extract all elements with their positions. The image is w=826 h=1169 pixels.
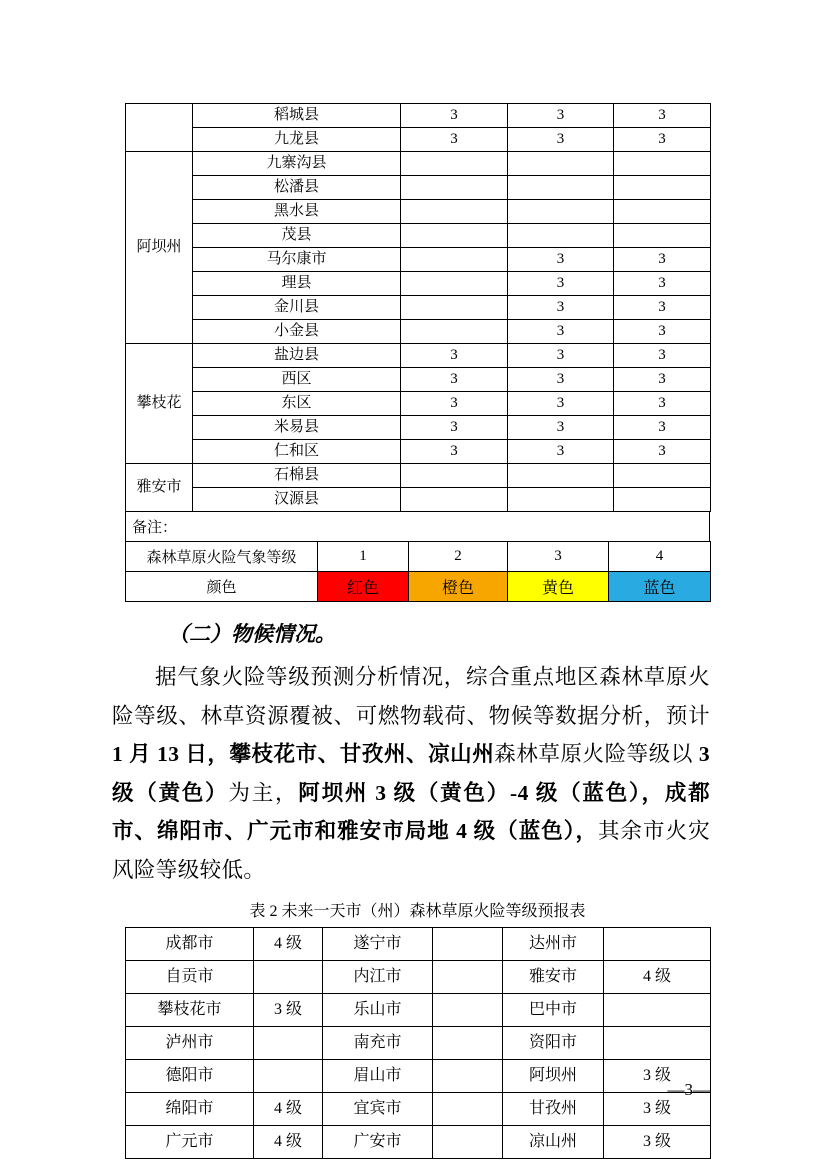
level-value-cell xyxy=(614,464,711,488)
county-cell: 九寨沟县 xyxy=(193,152,401,176)
table-row xyxy=(126,104,711,128)
table-row xyxy=(126,320,711,344)
legend-level-cell: 1 xyxy=(318,542,409,572)
table-row xyxy=(126,994,711,1027)
city-forecast-table xyxy=(125,927,711,1159)
county-cell: 金川县 xyxy=(193,296,401,320)
city-cell: 雅安市 xyxy=(503,961,604,994)
legend-level-cell: 3 xyxy=(508,542,609,572)
city-table-body xyxy=(126,928,711,1159)
city-cell: 资阳市 xyxy=(503,1027,604,1060)
level-value-cell xyxy=(508,176,614,200)
county-cell: 九龙县 xyxy=(193,128,401,152)
city-cell: 遂宁市 xyxy=(323,928,433,961)
legend-level-cell: 2 xyxy=(409,542,508,572)
table-row xyxy=(126,1126,711,1159)
level-value-cell: 4 级 xyxy=(254,1126,323,1159)
level-value-cell xyxy=(604,928,711,961)
level-value-cell: 3 xyxy=(508,440,614,464)
table-row xyxy=(126,272,711,296)
city-cell: 广元市 xyxy=(126,1126,254,1159)
paragraph-segment: 森林草原火险等级以 xyxy=(494,742,699,766)
table-row xyxy=(126,224,711,248)
county-cell: 茂县 xyxy=(193,224,401,248)
level-value-cell xyxy=(433,994,503,1027)
level-value-cell xyxy=(401,248,508,272)
level-value-cell: 4 级 xyxy=(254,928,323,961)
level-value-cell: 3 xyxy=(614,416,711,440)
level-value-cell: 3 xyxy=(614,392,711,416)
county-fire-level-table xyxy=(125,103,711,512)
level-value-cell xyxy=(433,961,503,994)
paragraph-segment: 为主， xyxy=(228,780,299,805)
level-value-cell xyxy=(508,200,614,224)
level-value-cell xyxy=(254,961,323,994)
level-value-cell: 3 xyxy=(508,296,614,320)
table-row xyxy=(126,152,711,176)
level-value-cell: 3 级 xyxy=(604,1060,711,1093)
level-value-cell xyxy=(401,224,508,248)
level-value-cell xyxy=(433,1027,503,1060)
city-cell: 巴中市 xyxy=(503,994,604,1027)
table2-caption: 表 2 未来一天市（州）森林草原火险等级预报表 xyxy=(249,903,586,920)
level-value-cell: 3 xyxy=(614,296,711,320)
color-swatch-cell: 黄色 xyxy=(508,572,609,602)
section-heading: （二）物候情况。 xyxy=(168,622,336,646)
city-cell: 成都市 xyxy=(126,928,254,961)
table-row xyxy=(126,248,711,272)
city-cell: 泸州市 xyxy=(126,1027,254,1060)
county-cell: 松潘县 xyxy=(193,176,401,200)
note-row xyxy=(126,512,710,542)
level-value-cell: 3 级 xyxy=(254,994,323,1027)
level-value-cell: 4 级 xyxy=(254,1093,323,1126)
level-value-cell: 3 xyxy=(614,440,711,464)
level-value-cell: 3 xyxy=(508,248,614,272)
city-cell: 凉山州 xyxy=(503,1126,604,1159)
level-value-cell xyxy=(614,200,711,224)
county-cell: 石棉县 xyxy=(193,464,401,488)
legend-color-row xyxy=(126,572,711,602)
county-cell: 稻城县 xyxy=(193,104,401,128)
page-number: —3— xyxy=(667,1080,710,1099)
table-row xyxy=(126,368,711,392)
city-cell: 德阳市 xyxy=(126,1060,254,1093)
level-value-cell: 3 级 xyxy=(604,1093,711,1126)
level-value-cell: 3 xyxy=(508,368,614,392)
color-label-cell: 颜色 xyxy=(126,572,318,602)
level-value-cell: 3 xyxy=(614,104,711,128)
paragraph-bold-segment: 1 月 13 日，攀枝花市、甘孜州、凉山州 xyxy=(112,742,495,766)
level-value-cell xyxy=(401,272,508,296)
table-row xyxy=(126,464,711,488)
level-value-cell: 3 xyxy=(401,128,508,152)
level-value-cell: 3 xyxy=(614,128,711,152)
county-table-body xyxy=(126,104,711,512)
city-cell: 阿坝州 xyxy=(503,1060,604,1093)
level-value-cell xyxy=(401,320,508,344)
color-swatch-cell: 蓝色 xyxy=(609,572,711,602)
table-row xyxy=(126,961,711,994)
county-cell: 理县 xyxy=(193,272,401,296)
group-cell xyxy=(126,104,193,152)
table-row xyxy=(126,488,711,512)
group-cell: 阿坝州 xyxy=(126,152,193,344)
legend-table xyxy=(125,541,711,602)
level-value-cell: 3 xyxy=(401,104,508,128)
table-row xyxy=(126,440,711,464)
city-cell: 甘孜州 xyxy=(503,1093,604,1126)
note-table xyxy=(125,511,710,542)
level-value-cell xyxy=(508,488,614,512)
level-value-cell xyxy=(604,994,711,1027)
county-cell: 仁和区 xyxy=(193,440,401,464)
county-cell: 小金县 xyxy=(193,320,401,344)
city-cell: 宜宾市 xyxy=(323,1093,433,1126)
level-value-cell xyxy=(614,488,711,512)
level-value-cell xyxy=(401,152,508,176)
paragraph-segment: 据气象火险等级预测分析情况，综合重点地区森林草原火险等级、林草资源覆被、可燃物载荷、物候等数据分析，预计 xyxy=(112,665,710,728)
county-cell: 马尔康市 xyxy=(193,248,401,272)
level-value-cell xyxy=(401,176,508,200)
level-value-cell: 3 xyxy=(401,440,508,464)
forecast-paragraph xyxy=(112,658,710,889)
city-cell: 攀枝花市 xyxy=(126,994,254,1027)
level-value-cell: 3 xyxy=(614,248,711,272)
level-value-cell: 4 级 xyxy=(604,961,711,994)
level-value-cell: 3 xyxy=(401,392,508,416)
level-value-cell xyxy=(508,152,614,176)
level-value-cell: 3 级 xyxy=(604,1126,711,1159)
level-value-cell: 3 xyxy=(508,128,614,152)
county-cell: 黑水县 xyxy=(193,200,401,224)
level-value-cell xyxy=(508,224,614,248)
level-value-cell xyxy=(433,1126,503,1159)
color-swatch-cell: 红色 xyxy=(318,572,409,602)
color-swatch-cell: 橙色 xyxy=(409,572,508,602)
legend-level-row xyxy=(126,542,711,572)
level-value-cell: 3 xyxy=(508,416,614,440)
level-value-cell xyxy=(604,1027,711,1060)
paragraph-bold-segment: 阿坝州 3 级（黄色）-4 级（蓝色），成都市、绵阳市、广元市和雅安市局地 4 级（蓝色）， xyxy=(112,780,710,843)
city-cell: 绵阳市 xyxy=(126,1093,254,1126)
level-value-cell xyxy=(401,464,508,488)
group-cell: 攀枝花 xyxy=(126,344,193,464)
county-cell: 盐边县 xyxy=(193,344,401,368)
paragraph-bold-segment: 3 级（黄色） xyxy=(112,742,710,805)
level-value-cell xyxy=(433,928,503,961)
table-row xyxy=(126,344,711,368)
level-value-cell: 3 xyxy=(614,368,711,392)
city-cell: 眉山市 xyxy=(323,1060,433,1093)
table-row xyxy=(126,296,711,320)
paragraph-segment: 其余市火灾风险等级较低。 xyxy=(112,819,710,882)
legend-label-cell: 森林草原火险气象等级 xyxy=(126,542,318,572)
level-value-cell xyxy=(614,176,711,200)
city-cell: 内江市 xyxy=(323,961,433,994)
city-cell: 乐山市 xyxy=(323,994,433,1027)
level-value-cell xyxy=(614,224,711,248)
city-cell: 自贡市 xyxy=(126,961,254,994)
level-value-cell: 3 xyxy=(508,392,614,416)
city-cell: 南充市 xyxy=(323,1027,433,1060)
level-value-cell: 3 xyxy=(614,272,711,296)
level-value-cell: 3 xyxy=(508,272,614,296)
level-value-cell: 3 xyxy=(614,344,711,368)
table-row xyxy=(126,1027,711,1060)
level-value-cell: 3 xyxy=(401,416,508,440)
level-value-cell: 3 xyxy=(614,320,711,344)
level-value-cell xyxy=(401,488,508,512)
table-row xyxy=(126,392,711,416)
level-value-cell xyxy=(401,200,508,224)
level-value-cell xyxy=(401,296,508,320)
city-cell: 达州市 xyxy=(503,928,604,961)
level-value-cell: 3 xyxy=(401,368,508,392)
note-cell: 备注： xyxy=(126,512,710,542)
table-row xyxy=(126,928,711,961)
city-cell: 广安市 xyxy=(323,1126,433,1159)
county-cell: 东区 xyxy=(193,392,401,416)
county-cell: 米易县 xyxy=(193,416,401,440)
county-cell: 汉源县 xyxy=(193,488,401,512)
county-cell: 西区 xyxy=(193,368,401,392)
level-value-cell xyxy=(254,1027,323,1060)
level-value-cell: 3 xyxy=(508,344,614,368)
level-value-cell xyxy=(614,152,711,176)
level-value-cell: 3 xyxy=(508,320,614,344)
level-value-cell xyxy=(508,464,614,488)
group-cell: 雅安市 xyxy=(126,464,193,512)
table-row xyxy=(126,128,711,152)
table-row xyxy=(126,176,711,200)
page-content xyxy=(112,103,710,1159)
table-row xyxy=(126,416,711,440)
level-value-cell: 3 xyxy=(401,344,508,368)
legend-level-cell: 4 xyxy=(609,542,711,572)
level-value-cell: 3 xyxy=(508,104,614,128)
table-row xyxy=(126,200,711,224)
